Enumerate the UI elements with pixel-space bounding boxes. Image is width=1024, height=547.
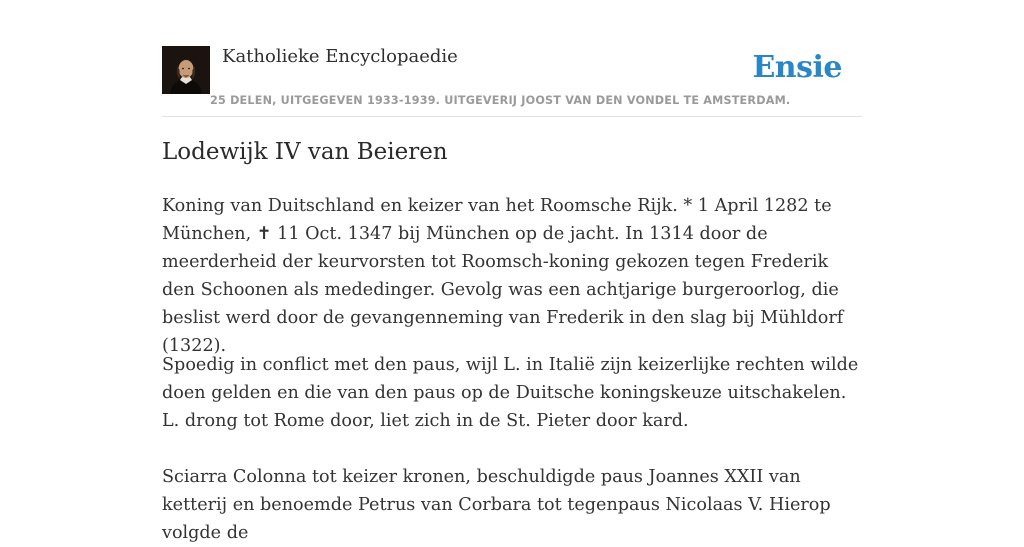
portrait-avatar-icon[interactable] (162, 46, 210, 94)
brand-logo[interactable]: Ensie (752, 50, 842, 85)
portrait-image (162, 46, 210, 94)
publication-subtitle: 25 DELEN, UITGEGEVEN 1933-1939. UITGEVERIJ JOOST VAN DEN VONDEL TE AMSTERDAM. (210, 94, 791, 107)
article-paragraph: Koning van Duitschland en keizer van het Roomsche Rijk. * 1 April 1282 te München, ✝ 11 Oct. 1347 bij München op de jacht. In 1314 door de meerderheid der keurvorsten tot Roomsch-koning gekozen tegen Frederik den Schoonen als mededinger. Gevolg was een achtjarige burgeroorlog, die beslist werd door de gevangenneming van Frederik in den slag bij Mühldorf (1322). (162, 196, 844, 356)
article-paragraph: Sciarra Colonna tot keizer kronen, beschuldigde paus Joannes XXII van ketterij en benoemde Petrus van Corbara tot tegenpaus Nicolaas V. Hierop volgde de (162, 467, 831, 543)
page-container (162, 0, 862, 543)
article-title: Lodewijk IV van Beieren (162, 139, 448, 165)
site-title[interactable]: Katholieke Encyclopaedie (222, 46, 458, 67)
article-paragraph: Spoedig in conflict met den paus, wijl L. in Italië zijn keizerlijke rechten wilde doen gelden en die van den paus op de Duitsche koningskeuze uitschakelen. L. drong tot Rome door, liet zich in de St. Pieter door kard. (162, 355, 859, 431)
site-header (162, 0, 862, 117)
